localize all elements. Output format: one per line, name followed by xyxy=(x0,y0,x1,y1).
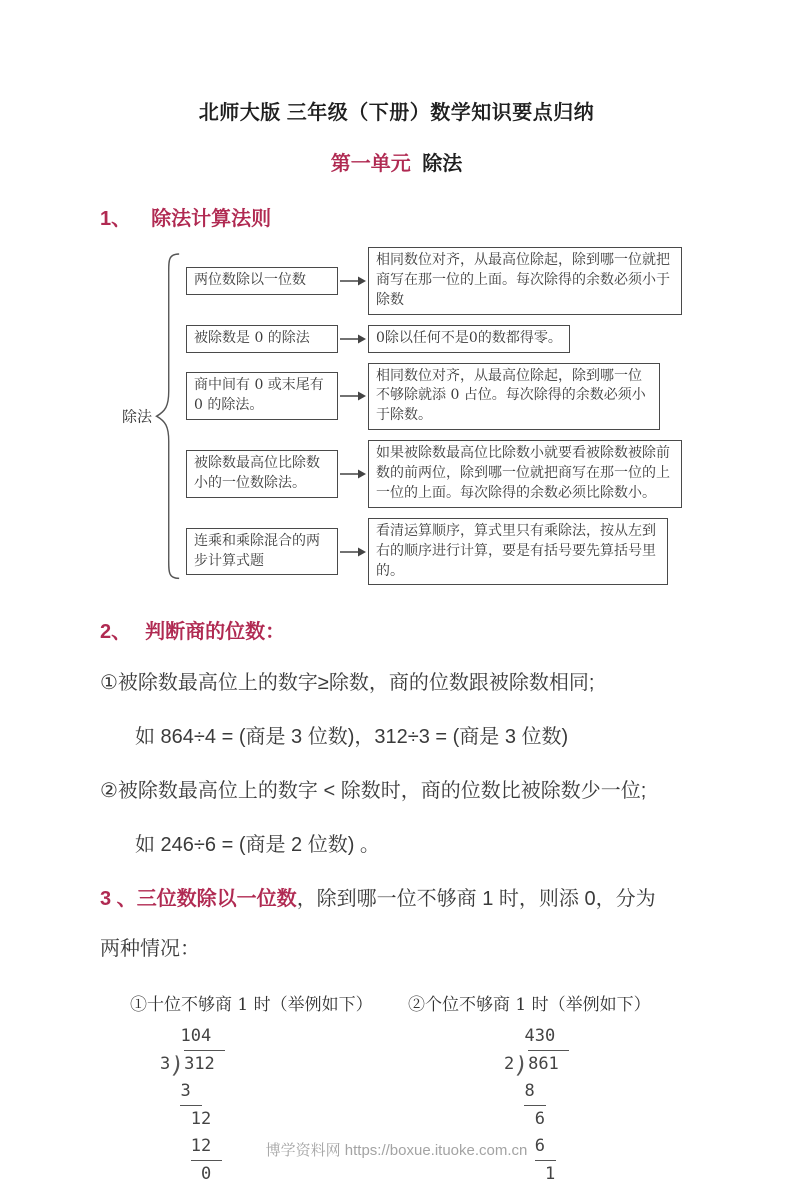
section3-number: 3 、 xyxy=(100,888,137,911)
diagram-row xyxy=(186,363,682,431)
division-rules-diagram xyxy=(122,247,682,585)
diagram-rule-box: 相同数位对齐，从最高位除起，除到哪一位就把商写在那一位的上面。每次除得的余数必须小于除数 xyxy=(368,247,682,315)
division-remainder: 1 xyxy=(544,1164,556,1185)
arrow-right-icon xyxy=(339,275,367,287)
example-2-label: ②个位不够商 1 时（举例如下） xyxy=(408,995,651,1016)
diagram-row xyxy=(186,325,682,353)
division-step: 12 xyxy=(190,1109,212,1130)
diagram-rule-box: 0除以任何不是0的数都得零。 xyxy=(368,325,570,353)
diagram-row xyxy=(186,440,682,508)
section1-heading xyxy=(100,202,793,231)
division-bracket-line xyxy=(160,1050,408,1081)
section2-number: 2、 xyxy=(100,621,132,644)
watermark-footer: 博学资料网 https://boxue.ituoke.com.cn xyxy=(265,1142,528,1160)
division-bracket-icon: ) xyxy=(512,1052,530,1081)
long-division-1 xyxy=(160,1023,408,1188)
section1-number: 1、 xyxy=(100,208,132,230)
page-title: 北师大版 三年级（下册）数学知识要点归纳 xyxy=(198,102,595,124)
division-divisor: 3 xyxy=(160,1054,171,1075)
unit-label: 第一单元 xyxy=(330,153,411,175)
division-remainder: 0 xyxy=(200,1164,212,1185)
division-bracket-line xyxy=(504,1050,686,1081)
division-step: 3 xyxy=(180,1078,408,1106)
arrow-right-icon xyxy=(339,333,367,345)
example-1-label: ①十位不够商 1 时（举例如下） xyxy=(130,995,373,1016)
division-quotient: 430 xyxy=(524,1026,556,1047)
diagram-topic-box: 连乘和乘除混合的两步计算式题 xyxy=(186,528,338,576)
diagram-topic-box: 两位数除以一位数 xyxy=(186,267,338,295)
division-step: 8 xyxy=(524,1078,686,1106)
section3-text: ，除到哪一位不够商 1 时，则添 0，分为 xyxy=(296,888,656,911)
diagram-rule-box: 相同数位对齐，从最高位除起，除到哪一位不够除就添 0 占位。每次除得的余数必须小于除数。 xyxy=(368,363,660,431)
diagram-topic-box: 被除数最高位比除数小的一位数除法。 xyxy=(186,450,338,498)
rule-1-text: ①被除数最高位上的数字≥除数，商的位数跟被除数相同; xyxy=(100,672,595,695)
section1-title: 除法计算法则 xyxy=(151,208,272,230)
division-divisor: 2 xyxy=(504,1054,515,1075)
curly-brace xyxy=(154,251,180,581)
diagram-topic-box: 商中间有 0 或末尾有 0 的除法。 xyxy=(186,372,338,420)
diagram-topic-box: 被除数是 0 的除法 xyxy=(186,325,338,353)
unit-topic: 除法 xyxy=(422,153,463,175)
rule-2-example: 如 246÷6 = (商是 2 位数) 。 xyxy=(135,834,380,857)
section3-heading-line xyxy=(100,884,693,914)
section3-title: 三位数除以一位数 xyxy=(136,888,297,911)
section2-heading xyxy=(100,615,793,644)
section2-title: 判断商的位数： xyxy=(145,621,286,644)
unit-subtitle xyxy=(0,147,793,176)
rule-1-example: 如 864÷4 = (商是 3 位数)，312÷3 = (商是 3 位数) xyxy=(135,726,569,749)
section3-text-line2: 两种情况： xyxy=(100,938,200,961)
diagram-rows xyxy=(186,247,682,585)
division-step: 12 xyxy=(191,1133,408,1161)
diagram-row xyxy=(186,518,682,586)
diagram-row xyxy=(186,247,682,315)
division-dividend: 312 xyxy=(184,1050,225,1078)
diagram-rule-box: 看清运算顺序，算式里只有乘除法，按从左到右的顺序进行计算，要是有括号要先算括号里的。 xyxy=(368,518,668,586)
diagram-root-label: 除法 xyxy=(122,407,153,426)
division-bracket-icon: ) xyxy=(168,1052,186,1081)
division-step: 6 xyxy=(535,1133,686,1161)
long-division-2 xyxy=(504,1023,686,1188)
diagram-rule-box: 如果被除数最高位比除数小就要看被除数被除前数的前两位，除到哪一位就把商写在那一位的上一位的上面。每次除得的余数必须比除数小。 xyxy=(368,440,682,508)
arrow-right-icon xyxy=(339,546,367,558)
division-step: 6 xyxy=(534,1109,545,1130)
arrow-right-icon xyxy=(339,468,367,480)
division-dividend: 861 xyxy=(528,1050,569,1078)
division-quotient: 104 xyxy=(180,1026,212,1047)
arrow-right-icon xyxy=(339,390,367,402)
rule-2-text: ②被除数最高位上的数字 < 除数时，商的位数比被除数少一位; xyxy=(100,780,647,803)
